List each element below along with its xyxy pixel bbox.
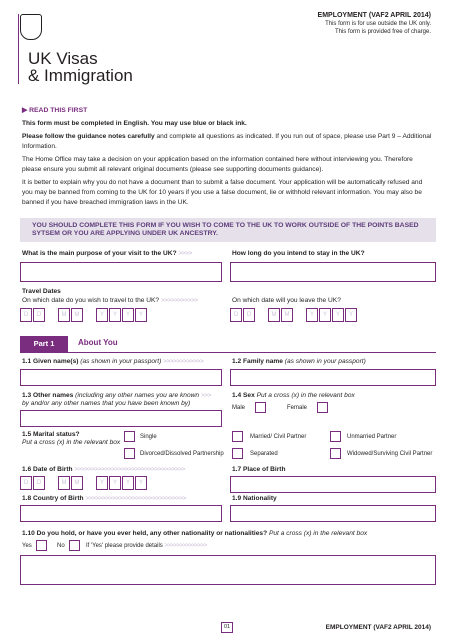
page-number: 01 [221,622,233,633]
date-cell[interactable]: Y [135,308,147,322]
intro-p2-rest: and complete all questions as indicated. If you run out of space, please use Part 9 – Additional Information. [22,133,432,150]
intro-p3: The Home Office may take a decision on your application based on the information contained here without interviewing you. Therefore please ensure you submit all relevant original documents (please see supporting documents guidance). [22,156,413,173]
q1-2-label [232,358,366,365]
form-code: EMPLOYMENT (VAF2 APRIL 2014) [317,12,431,19]
q1-10-text: 1.10 Do you hold, or have you ever held, any other nationality or nationalities? [22,530,268,537]
q1-3-note2: by and/or any other names that you have been known by) [22,400,191,407]
date-cell[interactable]: Y [135,476,147,490]
date-cell[interactable]: M [268,308,280,322]
brand-rule [18,14,19,84]
divorced-label: Divorced/Dissolved Partnership [140,451,224,457]
date-cell[interactable]: D [243,308,255,322]
read-first-heading: ▶ READ THIS FIRST [22,107,88,114]
q1-4-text: 1.4 Sex [232,392,255,399]
date-cell[interactable]: D [230,308,242,322]
travel-dates-heading: Travel Dates [22,288,61,295]
married-checkbox[interactable] [232,431,243,442]
date-cell[interactable]: M [71,308,83,322]
stay-field[interactable] [230,262,436,282]
date-cell[interactable]: M [58,308,70,322]
royal-crest-icon [20,14,42,40]
q1-8-label [22,495,186,502]
purpose-field[interactable] [20,262,222,282]
q1-5-label [22,431,120,447]
q1-10-label [22,530,367,537]
intro-p2-bold: Please follow the guidance notes carefully [22,133,155,140]
date-cell[interactable]: Y [332,308,344,322]
brand-line-1: UK Visas [28,49,98,68]
q1-1-text: 1.1 Given name(s) [22,358,79,365]
part-tab: Part 1 [20,336,68,352]
travel-on-label: On which date do you wish to travel to the UK? [22,297,160,304]
yes-details-arrows: >>>>>>>>>>>>>> [164,543,207,549]
unmarried-checkbox[interactable] [330,431,341,442]
male-label: Male [232,405,246,411]
country-of-birth-field[interactable] [20,505,222,522]
other-names-field[interactable] [20,410,222,427]
q1-3-note: (including any other names you are known [75,392,200,399]
q1-4-label [232,392,355,399]
q1-5-text: 1.5 Marital status? [22,431,80,438]
travel-arrows: >>>>>>>>>>> [160,297,198,304]
q1-7-label: 1.7 Place of Birth [232,466,286,473]
no-label: No [57,543,65,549]
unmarried-label: Unmarried Partner [347,434,397,440]
date-cell[interactable]: D [33,308,45,322]
married-label: Married/ Civil Partner [250,434,307,440]
q1-6-arrows: >>>>>>>>>>>>>>>>>>>>>>>>>>>>>>>>> [74,466,185,473]
intro-p4: It is better to explain why you do not have a document than to submit a false document. Your application will be automatically refused and you may be banned from coming to the UK for 10 years if you use a false document, lie or withhold relevant information. You may also be banned if you have breached immigration laws in the UK. [22,179,423,206]
q1-6-label [22,466,185,473]
brand-line-2: & Immigration [28,66,133,85]
q1-1-label [22,358,203,365]
q1-6-text: 1.6 Date of Birth [22,466,73,473]
q1-3-arrows: >>> [200,392,211,399]
date-cell[interactable]: Y [306,308,318,322]
male-checkbox[interactable] [255,402,266,413]
q1-3-text: 1.3 Other names [22,392,74,399]
yes-checkbox[interactable] [36,540,47,551]
yes-details-label [86,543,207,549]
footer-form-code: EMPLOYMENT (VAF2 APRIL 2014) [325,624,431,631]
q1-3-label [22,392,227,408]
date-cell[interactable]: Y [345,308,357,322]
q1-2-text: 1.2 Family name [232,358,283,365]
date-cell[interactable]: M [58,476,70,490]
stay-question: How long do you intend to stay in the UK? [232,250,365,257]
q1-9-label: 1.9 Nationality [232,495,277,502]
female-checkbox[interactable] [317,402,328,413]
q1-1-arrows: >>>>>>>>>>>> [163,358,204,365]
date-cell[interactable]: Y [109,476,121,490]
intro-p1: This form must be completed in English. You may use blue or black ink. [22,120,247,127]
single-label: Single [140,434,157,440]
widowed-label: Widowed/Surviving Civil Partner [347,451,433,457]
q1-4-note: Put a cross (x) in the relevant box [256,392,355,399]
place-of-birth-field[interactable] [230,476,436,493]
date-cell[interactable]: Y [96,308,108,322]
female-label: Female [287,405,308,411]
widowed-checkbox[interactable] [330,448,341,459]
date-cell[interactable]: Y [122,476,134,490]
date-cell[interactable]: M [281,308,293,322]
q1-2-note: (as shown in your passport) [284,358,366,365]
purpose-question [22,250,192,257]
q1-8-arrows: >>>>>>>>>>>>>>>>>>>>>>>>>>>>>> [85,495,186,502]
other-nationality-details-field[interactable] [20,555,436,585]
header-note-2: This form is provided free of charge. [334,29,431,35]
intro-section [22,106,434,211]
separated-checkbox[interactable] [232,448,243,459]
date-cell[interactable]: Y [96,476,108,490]
separated-label: Separated [250,451,278,457]
nationality-field[interactable] [230,505,436,522]
date-cell[interactable]: Y [122,308,134,322]
family-name-field[interactable] [230,369,436,386]
q1-1-note: (as shown in your passport) [80,358,162,365]
intro-p2 [22,132,434,152]
part-rule [20,352,436,353]
header-note-1: This form is for use outside the UK only. [325,21,431,27]
eligibility-banner: YOU SHOULD COMPLETE THIS FORM IF YOU WISH TO COME TO THE UK TO WORK OUTSIDE OF THE POINTS BASED SYTSEM OR YOU ARE APPLYING UNDER UK ANCESTRY. [20,218,436,242]
leave-on-question: On which date will you leave the UK? [232,297,341,304]
given-names-field[interactable] [20,369,222,386]
part-title: About You [78,338,118,347]
yes-details-text: If 'Yes' please provide details [86,543,163,549]
no-checkbox[interactable] [69,540,80,551]
single-checkbox[interactable] [124,431,135,442]
brand-logo-text [28,50,133,84]
date-cell[interactable]: Y [319,308,331,322]
yes-label: Yes [22,543,32,549]
date-cell[interactable]: D [20,308,32,322]
purpose-arrows: >>>> [178,250,192,257]
divorced-checkbox[interactable] [124,448,135,459]
q1-5-note: Put a cross (x) in the relevant box [22,439,121,446]
header-info [318,12,431,36]
q1-10-note: Put a cross (x) in the relevant box [268,530,368,537]
travel-on-question [22,297,198,304]
date-cell[interactable]: M [71,476,83,490]
purpose-label: What is the main purpose of your visit to the UK? [22,250,177,257]
date-cell[interactable]: D [20,476,32,490]
date-cell[interactable]: Y [109,308,121,322]
date-cell[interactable]: D [33,476,45,490]
q1-8-text: 1.8 Country of Birth [22,495,84,502]
